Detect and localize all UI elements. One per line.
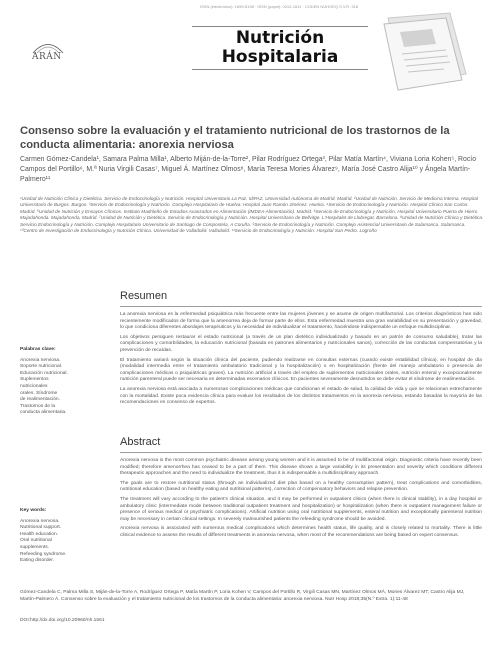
palabras-clave bbox=[20, 347, 88, 417]
keywords-title: Key words: bbox=[20, 508, 47, 513]
keyword: Eating disorder. bbox=[20, 558, 54, 564]
abstract-paragraph: The goals are to restore nutritional status (through an individualized diet plan based on a healthy consumption pattern), treat complications and comorbidities, nutritional education (based on healthy eating and nutritional patterns), correction of compensatory behaviors and relapse prevention. bbox=[120, 480, 482, 493]
publisher-name: ARÁN bbox=[32, 52, 62, 62]
abstract-divider bbox=[120, 452, 482, 453]
keywords-title: Palabras clave: bbox=[20, 347, 56, 352]
resumen-body bbox=[120, 312, 482, 410]
article-title: Consenso sobre la evaluación y el tratamiento nutricional de los trastornos de la conducta alimentaria: anorexia nerviosa bbox=[20, 125, 450, 151]
journal-cover-image bbox=[380, 12, 472, 98]
keyword: Oral nutritional bbox=[20, 538, 52, 544]
keyword: Anorexia nerviosa. bbox=[20, 357, 61, 363]
keyword: Soporte nutricional. bbox=[20, 364, 63, 370]
keyword: supplements. bbox=[20, 544, 50, 550]
journal-title bbox=[192, 26, 368, 70]
affiliations: ¹Unidad de Nutrición Clínica y Dietética. Servicio de Endocrinología y Nutrición. Hospital Universitario La Paz. IdiPAZ. Universidad Autónoma de Madrid. Madrid. ²Unidad de Nutrición. Servicio de Medicina Interna. Hospital Universitario de Burgos. Burgos. ³Servicio de Endocrinología y Nutrición. Complejo Hospitalario de Huelva: Hospital Juan Ramón Jiménez. Huelva. ⁴Servicio de Endocrinología y Nutrición. Hospital Clínico San Carlos. Madrid. ⁵Unidad de Nutrición y Ensayos Clínicos. Instituto Madrileño de Estudios Avanzados en Alimentación (IMDEA-Alimentación). Madrid. ⁶Servicio de Endocrinología y Nutrición. Hospital Universitario Puerta de Hierro Majadahonda. Majadahonda, Madrid. ⁷Unidad de Nutrición y Dietética. Servicio de Endocrinología y Nutrición. Hospital Universitario de Bellvitge. L'Hospitalet de Llobregat, Barcelona. ⁸Unidad de Nutrición Clínica y Dietética. Servicio Endocrinología y Nutrición. Complejo Hospitalario Universitario de Santiago de Compostela, A Coruña. ⁹Servicio de Endocrinología y Nutrición. Complejo Asistencial Universitario de Salamanca. Salamanca. ¹⁰Centro de Investigación de Endocrinología y Nutrición Clínica. Universidad de Valladolid. Valladolid. ¹¹Servicio de Endocrinología y Nutrición. Hospital San Pedro. Logroño bbox=[20, 196, 484, 234]
keyword: Educación nutricional. bbox=[20, 370, 68, 376]
abstract-body bbox=[120, 458, 482, 543]
doi-link[interactable]: DOI:http://dx.doi.org/10.20960/nh.1561 bbox=[20, 618, 105, 623]
citation: Gómez-Candela C, Palma Milla S, Miján-de-la-Torre A, Rodríguez Ortega P, Matía Martín P, Loria Kohen V, Campos del Portillo R, Virgili Casas MN, Martínez Olmos MÁ, Mories Álvarez MT, Castro Alija MJ, Martín-Palmero Á. Consenso sobre la evaluación y el tratamiento nutricional de los trastornos de la conducta alimentaria: anorexia nerviosa. Nutr Hosp 2018;35(N.º Extra. 1):11-48 bbox=[20, 590, 465, 602]
publisher-logo bbox=[30, 40, 66, 66]
resumen-paragraph: Los objetivos persiguen restaurar el estado nutricional (a través de un plan dietético individualizado y basado en un patrón de consumo saludable), tratar las complicaciones y comorbilidades, la educación nutricional (basada en patrones alimentarios y nutricionales sanos), corrección de las conductas compensatorias y la prevención de recaídas. bbox=[120, 334, 482, 353]
keyword: Trastornos de la bbox=[20, 403, 56, 409]
issn-line: ISSN (electrónico): 1699-5198 · ISSN (papel): 0212-1611 · CODEN NUHOEQ S.V.R. 318 bbox=[200, 4, 359, 9]
keyword: Health education. bbox=[20, 531, 59, 537]
author-list: Carmen Gómez-Candela¹, Samara Palma Milla¹, Alberto Miján-de-la-Torre², Pilar Rodríguez Ortega³, Pilar Matía Martín⁴, Viviana Loria Kohen⁵, Rocío Campos del Portillo⁶, M.ª Nuria Virgili Casas⁷, Miguel Á. Martínez Olmos⁸, María Teresa Mories Álvarez⁹, María José Castro Alija¹⁰ y Ángela Martín-Palmero¹¹ bbox=[20, 156, 477, 183]
journal-title-line2: Hospitalaria bbox=[221, 47, 339, 67]
keyword: de realimentación. bbox=[20, 397, 60, 403]
abstract-paragraph: Anorexia nervosa is the most common psychiatric disease among young women and it is assumed to be of multifactorial origin. Diagnostic criteria have recently been modified; therefore amenorrhea has ceased to be a part of them. This disease shows a large variability in its presentation and severity which conditions different therapeutic approaches and the need to individualize the treatment, thus it is indispensable a multidisciplinary approach. bbox=[120, 458, 482, 477]
abstract-heading: Abstract bbox=[120, 436, 161, 448]
keyword: Refeeding syndrome. bbox=[20, 551, 67, 557]
resumen-paragraph: La anorexia nerviosa es la enfermedad psiquiátrica más frecuente entre las mujeres jóvenes y se asume de origen multifactorial. Los criterios diagnósticos han sido recientemente modificados de forma que la amenorrea deja de formar parte de ellos. Esta enfermedad muestra una gran variabilidad en su presentación y gravedad, lo que condiciona diferentes abordajes terapéuticos y la necesidad de individualizar el tratamiento, haciéndose indispensable un enfoque multidisciplinar. bbox=[120, 312, 482, 331]
keyword: Suplementos bbox=[20, 377, 49, 383]
resumen-heading: Resumen bbox=[120, 290, 168, 302]
resumen-paragraph: El tratamiento variará según la situación clínica del paciente, pudiendo realizarse en consultas externas (cuando existe estabilidad clínica), en hospital de día (modalidad intermedia entre el tratamiento ambulatorio tradicional y la hospitalización) o en hospitalización (frente del manejo ambulatorio o presencia de complicaciones médicas o psiquiátricas graves). La nutrición artificial a través del empleo de suplementos nutricionales orales, nutrición enteral y excepcionalmente nutrición parenteral puede ser necesaria en determinadas escenarios clínicos. En pacientes severamente desnutridos se debe evitar el síndrome de realimentación. bbox=[120, 357, 482, 383]
keyword: Nutritional support. bbox=[20, 525, 62, 531]
keyword: nutricionales bbox=[20, 383, 48, 389]
keyword: orales. Síndrome bbox=[20, 390, 58, 396]
keyword: Anorexia nervosa. bbox=[20, 518, 60, 524]
key-words bbox=[20, 508, 88, 565]
keyword: conducta alimentaria. bbox=[20, 410, 67, 416]
abstract-paragraph: The treatment will vary according to the patient's clinical situation, and it may be performed in outpatient clinics (when there is clinical stability), in a day hospital or ambulatory clinic (intermediate mode between traditional outpatient treatment and hospitalization) or hospitalization (when there is outpatient management failure or presence of serious medical or psychiatric complications). Artificial nutrition using oral nutritional supplements, enteral nutrition and exceptionally parenteral nutrition may be necessary in certain clinical settings. In severely malnourished patients the refeeding syndrome should be avoided. bbox=[120, 496, 482, 522]
resumen-divider bbox=[120, 306, 482, 307]
abstract-paragraph: Anorexia nervosa is associated with numerous medical complications which determines health status, life quality, and is closely related to mortality. There is little clinical evidence to assess the results of different treatments in anorexia nervosa, when most of the recommendations are being based on expert consensus. bbox=[120, 526, 482, 538]
journal-title-line1: Nutrición bbox=[235, 28, 325, 48]
resumen-paragraph: La anorexia nerviosa está asociada a numerosas complicaciones médicas que condicionan el estado de salud, la calidad de vida y que se relacionan estrechamente con la mortalidad. Existe poca evidencia clínica para evaluar los resultados de los distintos tratamientos en la anorexia nerviosa, estando basadas la mayoría de las recomendaciones en consenso de expertos. bbox=[120, 386, 482, 406]
